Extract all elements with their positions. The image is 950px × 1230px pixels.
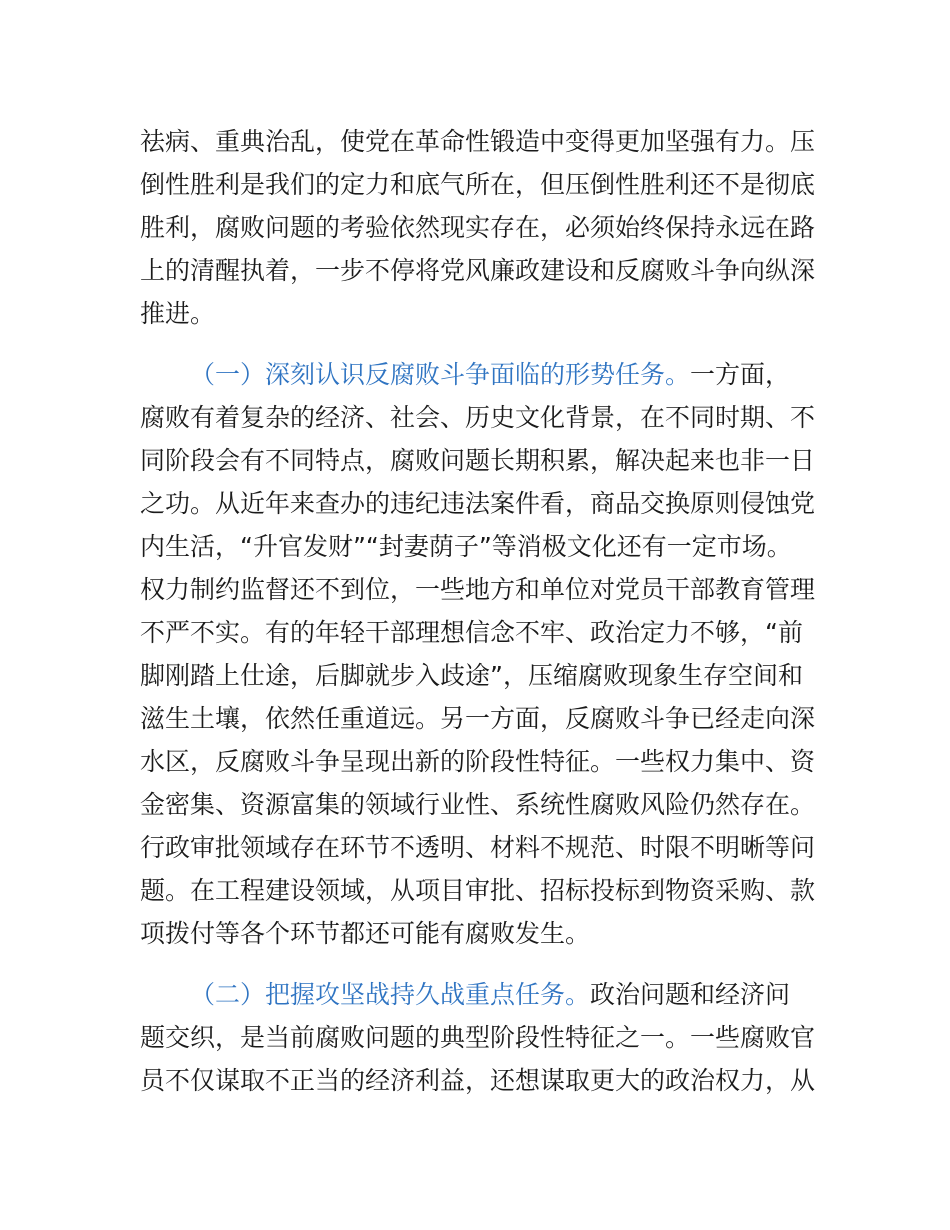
paragraph-line: 内生活，“升官发财”“封妻荫子”等消极文化还有一定市场。 xyxy=(140,532,792,561)
paragraph-line: 项拨付等各个环节都还可能有腐败发生。 xyxy=(140,919,591,948)
paragraph-line: 不严不实。有的年轻干部理想信念不牢、政治定力不够，“前 xyxy=(140,618,803,647)
section-1-heading-continuation: 一方面， xyxy=(690,360,791,389)
paragraph-line: 之功。从近年来查办的违纪违法案件看，商品交换原则侵蚀党 xyxy=(140,489,816,518)
paragraph-line: 腐败有着复杂的经济、社会、历史文化背景，在不同时期、不 xyxy=(140,403,816,432)
paragraph-line: 金密集、资源富集的领域行业性、系统性腐败风险仍然存在。 xyxy=(140,790,816,819)
paragraph-line: 胜利，腐败问题的考验依然现实存在，必须始终保持永远在路 xyxy=(140,213,816,242)
paragraph-line: 权力制约监督还不到位，一些地方和单位对党员干部教育管理 xyxy=(140,575,816,604)
paragraph-line: 倒性胜利是我们的定力和底气所在，但压倒性胜利还不是彻底 xyxy=(140,170,816,199)
paragraph-line: 行政审批领域存在环节不透明、材料不规范、时限不明晰等问 xyxy=(140,833,816,862)
section-1-heading: （一）深刻认识反腐败斗争面临的形势任务。 xyxy=(190,360,691,389)
section-2-first-line xyxy=(190,980,790,1010)
paragraph-line: 祛病、重典治乱，使党在革命性锻造中变得更加坚强有力。压 xyxy=(140,127,816,156)
paragraph-line: 水区，反腐败斗争呈现出新的阶段性特征。一些权力集中、资 xyxy=(140,747,816,776)
paragraph-line: 滋生土壤，依然任重道远。另一方面，反腐败斗争已经走向深 xyxy=(140,704,816,733)
section-1-first-line xyxy=(190,360,790,390)
paragraph-line: 题交织，是当前腐败问题的典型阶段性特征之一。一些腐败官 xyxy=(140,1023,816,1052)
paragraph-line: 脚刚踏上仕途，后脚就步入歧途”，压缩腐败现象生存空间和 xyxy=(140,661,803,690)
section-2-heading-continuation: 政治问题和经济问 xyxy=(590,980,791,1009)
paragraph-line: 题。在工程建设领域，从项目审批、招标投标到物资采购、款 xyxy=(140,876,816,905)
paragraph-line: 同阶段会有不同特点，腐败问题长期积累，解决起来也非一日 xyxy=(140,446,816,475)
paragraph-line: 推进。 xyxy=(140,299,216,328)
section-2-heading: （二）把握攻坚战持久战重点任务。 xyxy=(190,980,591,1009)
paragraph-line: 上的清醒执着，一步不停将党风廉政建设和反腐败斗争向纵深 xyxy=(140,256,816,285)
paragraph-line: 员不仅谋取不正当的经济利益，还想谋取更大的政治权力，从 xyxy=(140,1066,816,1095)
